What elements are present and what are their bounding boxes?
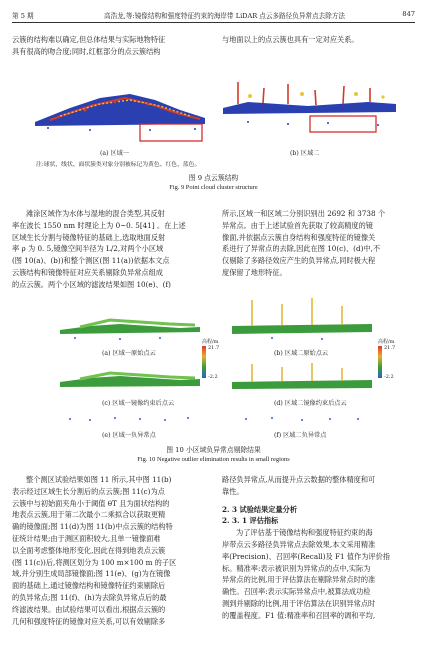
subsection-heading: 2. 3. 1 评估指标 xyxy=(222,516,279,526)
text-line: 以全面考虑整体地形变化,因此在得到地表点云簇 xyxy=(12,545,166,555)
fig10-a-image xyxy=(60,296,200,342)
fig9-region2-image xyxy=(218,64,398,144)
text-line: 征统计结果;由于测区面积较大,且单一镜像面难 xyxy=(12,533,161,543)
text-line: 靠性。 xyxy=(222,486,244,496)
text-line: 云簇结构和镜像特征对应关系剔除负异常点组成 xyxy=(12,267,163,277)
text-line: 所示,区域一和区域二分别识别出 2692 和 3738 个 xyxy=(222,209,386,218)
text-line: 的点云簇。两个小区域的滤波结果如图 10(e)、(f) xyxy=(12,279,171,289)
fig10-sub-b: (b) 区域二原始点云 xyxy=(274,350,329,357)
text-line: 面的基础上,通过镜像结构和镜像特征约束剔除后 xyxy=(12,581,166,591)
fig10-e-image xyxy=(60,410,200,428)
fig10-sub-a: (a) 区域一原始点云 xyxy=(102,350,156,357)
issue-number: 第 5 期 xyxy=(12,12,34,20)
fig10-legend-1 xyxy=(202,338,226,384)
text-line: 异常点的比例,用于评估算法在剔除异常点时的准 xyxy=(222,575,376,585)
section-heading: 2. 3 试验结果定量分析 xyxy=(222,504,298,514)
text-line: (图 11(c))后,将测区划分为 100 m×100 m 的子区 xyxy=(12,557,177,567)
text-line: 与地面以上的点云簇也具有一定对应关系。 xyxy=(222,35,359,44)
fig9-caption-en: Fig. 9 Point cloud cluster structure xyxy=(169,184,258,191)
fig10-f-image xyxy=(232,410,372,428)
fig10-caption-cn: 图 10 小区域负异常点剔除结果 xyxy=(166,446,261,454)
text-line: 云簇的结构难以确定,但总体结果与实际地物特征 xyxy=(12,35,166,44)
fig10-c-image xyxy=(60,360,200,394)
bottom-right-text xyxy=(222,474,418,622)
text-line: 度保留了地形特征。 xyxy=(222,267,287,277)
fig9-caption-cn: 图 9 点云簇结构 xyxy=(188,174,239,182)
text-line: 几何和强度特征的镜像对应关系,可以有效剔除多 xyxy=(12,616,166,626)
fig10-legend-2 xyxy=(378,338,402,384)
fig10-sub-e: (e) 区域一负异常点 xyxy=(102,432,156,439)
top-left-text xyxy=(12,34,208,58)
mid-left-text xyxy=(12,208,208,291)
fig10-sub-f: (f) 区域二负异常点 xyxy=(274,432,327,439)
text-line: 云簇中与初始面夹角小于阈值 θT 且为面状结构的 xyxy=(12,498,170,508)
text-line: 异常点。由于上述试验首先获取了较高精度的镜 xyxy=(222,220,373,230)
text-line: 系进行了异常点的去除,因此在图 10(c)、(d)中,不 xyxy=(222,244,381,254)
text-line: 确性。召回率:表示实际异常点中,被算法成功检 xyxy=(222,587,371,597)
fig9-note: 注:球状、线状、面状簇类对象分别被标记为黄色、红色、蓝色。 xyxy=(36,162,201,168)
fig10-d-image xyxy=(232,358,372,394)
text-line: 岸带点云多路径负异常点去除效果,本文采用精准 xyxy=(222,539,376,549)
fig9-sub-b: (b) 区域二 xyxy=(290,150,320,157)
legend-title: 高程/m xyxy=(378,339,395,345)
text-line: 像面,并依据点云簇自身结构和强度特征的镜像关 xyxy=(222,232,376,242)
text-line: 率在波长 1550 nm 时理论上为 0~0. 5[41] 。在上述 xyxy=(12,220,186,230)
fig10-sub-d: (d) 区域二镜像约束后点云 xyxy=(274,400,347,407)
text-line: 仅剔除了多路径效应产生的负异常点,同时极大程 xyxy=(222,256,376,266)
text-line: 确的镜像面;图 11(d)为图 11(b)中点云簇的结构特 xyxy=(12,522,173,532)
legend-colorbar xyxy=(202,346,206,378)
legend-low: -2.2 xyxy=(208,374,218,380)
page-number: 847 xyxy=(402,10,415,18)
text-line: 为了评估基于镜像结构和强度特征约束的海 xyxy=(236,528,373,538)
text-line: 域,并分别生成局部镜像面;图 11(e)、(g)为在镜像 xyxy=(12,569,171,579)
text-line: 终滤波结果。由试验结果可以看出,根据点云簇的 xyxy=(12,604,166,614)
text-line: 具有很高的吻合度;同时,红框部分的点云簇结构 xyxy=(12,46,161,56)
text-line: 表示经过区域生长分割后的点云簇;图 11(c)为点 xyxy=(12,486,165,496)
text-line: 的负异常点;图 11(f)、(h)为去除负异常点后的最 xyxy=(12,592,167,602)
text-line: 率 ρ 为 0. 5,镜像空间半径为 L/2,对两个小区域 xyxy=(12,244,164,254)
text-line: 率(Precision)、召回率(Recall)及 F1 值作为评价指 xyxy=(222,551,390,561)
text-line: 地表点云簇,用于第二次最小二乘拟合以获取更精 xyxy=(12,510,166,520)
fig9-region1-image xyxy=(30,64,210,144)
text-line: 路径负异常点,从而提升点云数据的整体精度和可 xyxy=(222,475,376,484)
running-title: 高浩龙,等:镜像结构和强度特征约束的海岸带 LiDAR 点云多路径负异常点去除方法 xyxy=(104,12,346,20)
legend-high: 21.7 xyxy=(384,345,396,351)
fig10-caption-en: Fig. 10 Negative outlier elimination results in small regions xyxy=(137,456,290,463)
legend-title: 高程/m xyxy=(202,339,219,345)
text-line: 区域生长分割与镜像特征的基础上,选取地面反射 xyxy=(12,232,166,242)
legend-high: 21.7 xyxy=(208,345,220,351)
fig10-sub-c: (c) 区域一镜像约束后点云 xyxy=(102,400,175,407)
legend-low: -2.2 xyxy=(384,374,394,380)
legend-colorbar xyxy=(378,346,382,378)
text-line: 滩涂区域作为水体与湿地的混合类型,其反射 xyxy=(26,209,165,218)
mid-right-text xyxy=(222,208,418,279)
text-line: 整个测区试验结果如图 11 所示,其中图 11(b) xyxy=(26,475,172,484)
text-line: 标。精准率:表示被识别为异常点的点中,实际为 xyxy=(222,563,371,573)
running-header xyxy=(12,8,415,23)
text-line: 的覆盖程度。F1 值:精准率和召回率的调和平均, xyxy=(222,610,376,620)
fig10-b-image xyxy=(232,290,372,342)
text-line: 测到并剔除的比例,用于评估算法在识别异常点时 xyxy=(222,598,376,608)
fig9-sub-a: (a) 区域一 xyxy=(100,150,130,157)
top-right-text xyxy=(222,34,418,46)
text-line: (图 10(a)、(b))和整个测区(图 11(a))依据本文点 xyxy=(12,256,170,266)
bottom-left-text xyxy=(12,474,208,627)
